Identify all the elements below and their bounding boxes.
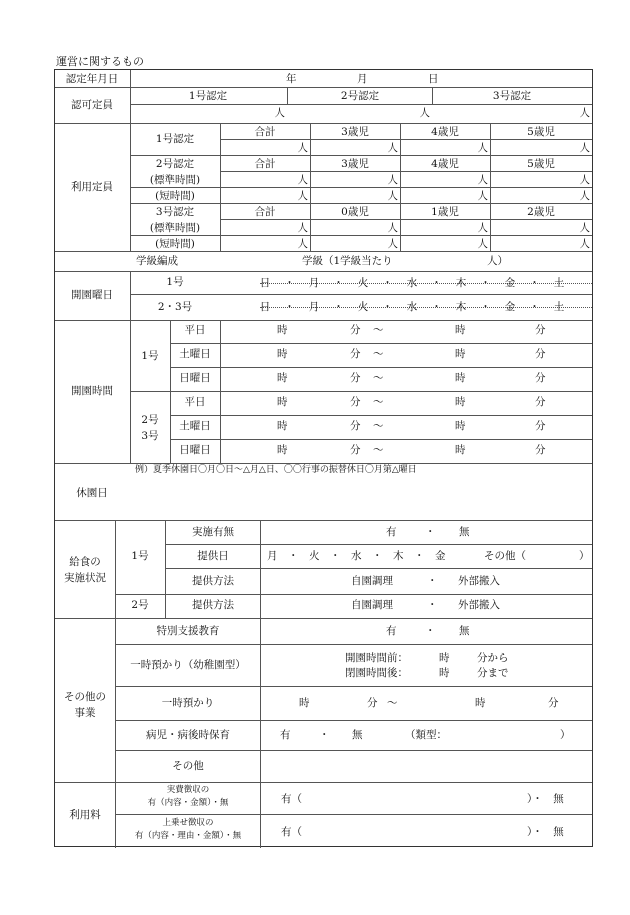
kyushoku-yu: 有	[386, 526, 397, 538]
days-label: 開園曜日	[71, 289, 113, 301]
hours-ji-start-1: 時	[277, 324, 288, 336]
weekday-r2-10: 金	[504, 301, 516, 313]
riyo1-age3-unit: 人	[387, 142, 398, 154]
riyo3-age1-header: 1歳児	[431, 206, 459, 218]
riyo3-std-unit-1: 人	[297, 222, 308, 234]
riyo2-short-unit-1: 人	[297, 190, 308, 202]
riyo2-age3-header: 3歳児	[341, 158, 369, 170]
riyo1-total-unit: 人	[297, 142, 308, 154]
riyo3-std-unit-3: 人	[477, 222, 488, 234]
riyo2-short-unit-2: 人	[387, 190, 398, 202]
riyo3-total-header: 合計	[254, 206, 276, 218]
weekday-r1-2: 月	[308, 277, 320, 289]
byoji-mu: 無	[352, 729, 363, 741]
ichiji-yochien-label: 一時預かり（幼稚園型）	[130, 659, 246, 671]
riyo2-short-unit-4: 人	[579, 190, 590, 202]
riyo3-age0-header: 0歳児	[341, 206, 369, 218]
ichiji-fun-2: 分	[548, 697, 559, 709]
day-separator-r1-9: ・	[480, 277, 491, 289]
ninka-teiin-label: 認可定員	[71, 99, 113, 111]
weekday-r2-2: 月	[308, 301, 320, 313]
hours-ji-end-4: 時	[455, 396, 466, 408]
riyo1-age5-unit: 人	[579, 142, 590, 154]
gakkyu-text: 学級（1学級当たり	[302, 255, 393, 267]
kyushoku-label-1: 給食の	[69, 556, 101, 568]
day-separator-r2-7: ・	[431, 301, 442, 313]
riyo-teiin-label: 利用定員	[71, 181, 113, 193]
day-separator-r1-5: ・	[382, 277, 393, 289]
hours-day-label-2: 土曜日	[179, 348, 211, 360]
ninka-1go-header: 1号認定	[188, 90, 228, 102]
hours-1go-label: 1号	[141, 350, 159, 362]
ichiji-label: 一時預かり	[161, 697, 215, 709]
kyushoku-other: その他（	[484, 550, 526, 562]
weekday-r1-0: 日	[259, 277, 271, 289]
riyo-1go-label: 1号認定	[155, 133, 195, 145]
riyo-2go-label: 2号認定	[155, 158, 195, 170]
hours-fun-end-2: 分	[535, 348, 546, 360]
ichiji-ato-ji: 時	[439, 667, 450, 679]
byoji-label: 病児・病後時保育	[146, 729, 230, 741]
day-unit: 日	[428, 73, 439, 85]
hours-kara-1: ～	[373, 324, 384, 336]
hours-fun-start-6: 分	[350, 444, 361, 456]
hours-ji-start-3: 時	[277, 372, 288, 384]
riyo3-std-unit-4: 人	[579, 222, 590, 234]
fee-jippi-2: 有（内容・金額）・無	[147, 798, 229, 808]
ichiji-kara: ～	[387, 697, 398, 709]
riyo1-total-header: 合計	[254, 126, 276, 138]
kyushoku-gaibu-1: 外部搬入	[458, 575, 500, 587]
weekday-r2-8: 木	[455, 301, 467, 313]
weekday-r1-12: 土	[553, 277, 565, 289]
operation-form	[54, 69, 593, 847]
hours-ji-start-4: 時	[277, 396, 288, 408]
riyo2-std-unit-3: 人	[477, 174, 488, 186]
hours-fun-start-3: 分	[350, 372, 361, 384]
riyo1-age3-header: 3歳児	[341, 126, 369, 138]
weekday-r2-6: 水	[406, 301, 418, 313]
fee-jippi-1: 実費徴収の	[166, 785, 210, 795]
hours-ji-end-2: 時	[455, 348, 466, 360]
fee-jippi-close: ）・ 無	[527, 793, 564, 805]
day-separator-r1-11: ・	[529, 277, 540, 289]
riyo3-short-unit-2: 人	[387, 238, 398, 250]
hours-fun-end-4: 分	[535, 396, 546, 408]
weekday-r2-0: 日	[259, 301, 271, 313]
hours-kara-5: ～	[373, 420, 384, 432]
day-separator-r2-3: ・	[333, 301, 344, 313]
hours-fun-end-6: 分	[535, 444, 546, 456]
byoji-close: ）	[560, 729, 571, 741]
kyuen-label: 休園日	[76, 487, 108, 499]
riyo3-short-unit-3: 人	[477, 238, 488, 250]
ninka-date-label: 認定年月日	[65, 73, 119, 85]
hours-kara-3: ～	[373, 372, 384, 384]
sonota-label-2: 事業	[74, 707, 96, 719]
riyo2-age4-header: 4歳児	[431, 158, 459, 170]
fee-jippi-yu: 有（	[281, 793, 302, 805]
year-unit: 年	[286, 73, 297, 85]
riyo3-age2-header: 2歳児	[527, 206, 555, 218]
ninka-3go-unit: 人	[579, 107, 590, 119]
riyo2-short-unit-3: 人	[477, 190, 488, 202]
day-separator-r2-5: ・	[382, 301, 393, 313]
kyushoku-jien-2: 自園調理	[351, 599, 393, 611]
hours-fun-start-2: 分	[350, 348, 361, 360]
kyushoku-method1-label: 提供方法	[192, 575, 234, 587]
riyo-2go-std: (標準時間)	[149, 174, 201, 186]
gakkyu-unit: 人）	[487, 255, 508, 267]
weekday-r1-6: 水	[406, 277, 418, 289]
hours-ji-start-6: 時	[277, 444, 288, 456]
ninka-3go-header: 3号認定	[492, 90, 532, 102]
day-separator-r2-11: ・	[529, 301, 540, 313]
hours-ji-start-5: 時	[277, 420, 288, 432]
byoji-dot: ・	[319, 729, 330, 741]
hours-2go-label: 2号	[141, 414, 159, 426]
hours-ji-end-5: 時	[455, 420, 466, 432]
hours-day-label-3: 日曜日	[179, 372, 211, 384]
month-unit: 月	[357, 73, 368, 85]
ichiji-fun-1: 分	[367, 697, 378, 709]
ichiji-mae-fun: 分から	[477, 652, 509, 664]
riyo1-age4-header: 4歳児	[431, 126, 459, 138]
hours-fun-start-4: 分	[350, 396, 361, 408]
riyo-2go-short: (短時間)	[155, 190, 195, 202]
kyushoku-day-label: 提供日	[197, 550, 229, 562]
riyo-3go-short: (短時間)	[155, 238, 195, 250]
hours-ji-end-3: 時	[455, 372, 466, 384]
riyo3-short-unit-1: 人	[297, 238, 308, 250]
hours-day-label-5: 土曜日	[179, 420, 211, 432]
ichiji-ato-fun: 分まで	[477, 667, 509, 679]
weekday-r2-4: 火	[357, 301, 369, 313]
hours-kara-4: ～	[373, 396, 384, 408]
kyushoku-other-close: ）	[579, 550, 590, 562]
hours-fun-end-5: 分	[535, 420, 546, 432]
tokubetsu-dot: ・	[425, 625, 436, 637]
kyushoku-dot: ・	[425, 526, 436, 538]
kyushoku-umu-label: 実施有無	[192, 526, 234, 538]
hours-3go-label: 3号	[141, 430, 159, 442]
kyushoku-method2-label: 提供方法	[192, 599, 234, 611]
hours-day-label-6: 日曜日	[179, 444, 211, 456]
day-separator-r1-7: ・	[431, 277, 442, 289]
hours-ji-end-1: 時	[455, 324, 466, 336]
day-separator-r2-1: ・	[284, 301, 295, 313]
riyo2-age5-header: 5歳児	[527, 158, 555, 170]
byoji-yu: 有	[280, 729, 291, 741]
hours-day-label-1: 平日	[184, 324, 206, 336]
kyushoku-dot-3: ・	[427, 599, 438, 611]
kyushoku-1go-label: 1号	[131, 550, 149, 562]
tokubetsu-mu: 無	[459, 625, 470, 637]
sonota-other-label: その他	[172, 760, 204, 772]
riyo3-std-unit-2: 人	[387, 222, 398, 234]
fee-uwanose-1: 上乗せ徴収の	[162, 818, 214, 828]
sonota-label-1: その他の	[64, 691, 106, 703]
tokubetsu-yu: 有	[386, 625, 397, 637]
riyo-3go-label: 3号認定	[155, 206, 195, 218]
hours-fun-end-1: 分	[535, 324, 546, 336]
kyushoku-mu: 無	[459, 526, 470, 538]
fee-uwanose-yu: 有（	[281, 826, 302, 838]
weekday-r1-4: 火	[357, 277, 369, 289]
days-1go-label: 1号	[166, 276, 184, 288]
byoji-ruikei: （類型：	[405, 729, 447, 741]
day-separator-r1-3: ・	[333, 277, 344, 289]
riyo2-total-header: 合計	[254, 158, 276, 170]
weekday-r1-8: 木	[455, 277, 467, 289]
kyushoku-2go-label: 2号	[131, 599, 149, 611]
fee-uwanose-2: 有（内容・理由・金額）・無	[134, 831, 242, 841]
hours-label: 開園時間	[71, 385, 113, 397]
ichiji-mae-ji: 時	[439, 652, 450, 664]
hours-kara-2: ～	[373, 348, 384, 360]
ninka-2go-header: 2号認定	[340, 90, 380, 102]
riyo1-age5-header: 5歳児	[527, 126, 555, 138]
weekday-r1-10: 金	[504, 277, 516, 289]
hours-fun-start-1: 分	[350, 324, 361, 336]
kyushoku-jien-1: 自園調理	[351, 575, 393, 587]
ichiji-ji-2: 時	[475, 697, 486, 709]
tokubetsu-label: 特別支援教育	[156, 625, 220, 637]
kyushoku-label-2: 実施状況	[64, 572, 106, 584]
hours-fun-start-5: 分	[350, 420, 361, 432]
ichiji-mae: 開園時間前：	[345, 652, 408, 664]
section-heading: 運営に関するもの	[56, 55, 144, 68]
kyuen-note: 例）夏季休園日〇月〇日～△月△日、〇〇行事の振替休日〇月第△曜日	[135, 465, 417, 475]
ninka-2go-unit: 人	[419, 107, 430, 119]
hours-ji-end-6: 時	[455, 444, 466, 456]
fee-uwanose-close: ）・ 無	[527, 826, 564, 838]
riyo2-std-unit-1: 人	[297, 174, 308, 186]
riyo2-std-unit-2: 人	[387, 174, 398, 186]
hours-ji-start-2: 時	[277, 348, 288, 360]
ichiji-ato: 閉園時間後：	[345, 667, 408, 679]
kyushoku-gaibu-2: 外部搬入	[458, 599, 500, 611]
day-separator-r2-9: ・	[480, 301, 491, 313]
hours-fun-end-3: 分	[535, 372, 546, 384]
riyo3-short-unit-4: 人	[579, 238, 590, 250]
riyo1-age4-unit: 人	[477, 142, 488, 154]
days-23go-label: 2・3号	[157, 301, 193, 313]
day-separator-r1-1: ・	[284, 277, 295, 289]
kyushoku-days: 月 ・ 火 ・ 水 ・ 木 ・ 金	[267, 550, 446, 562]
kyushoku-dot-2: ・	[427, 575, 438, 587]
fee-label: 利用料	[69, 809, 101, 821]
weekday-r2-12: 土	[553, 301, 565, 313]
riyo2-std-unit-4: 人	[579, 174, 590, 186]
ichiji-ji-1: 時	[299, 697, 310, 709]
riyo-3go-std: (標準時間)	[149, 222, 201, 234]
hours-kara-6: ～	[373, 444, 384, 456]
ninka-1go-unit: 人	[274, 107, 285, 119]
hours-day-label-4: 平日	[184, 396, 206, 408]
gakkyu-label: 学級編成	[136, 255, 178, 267]
